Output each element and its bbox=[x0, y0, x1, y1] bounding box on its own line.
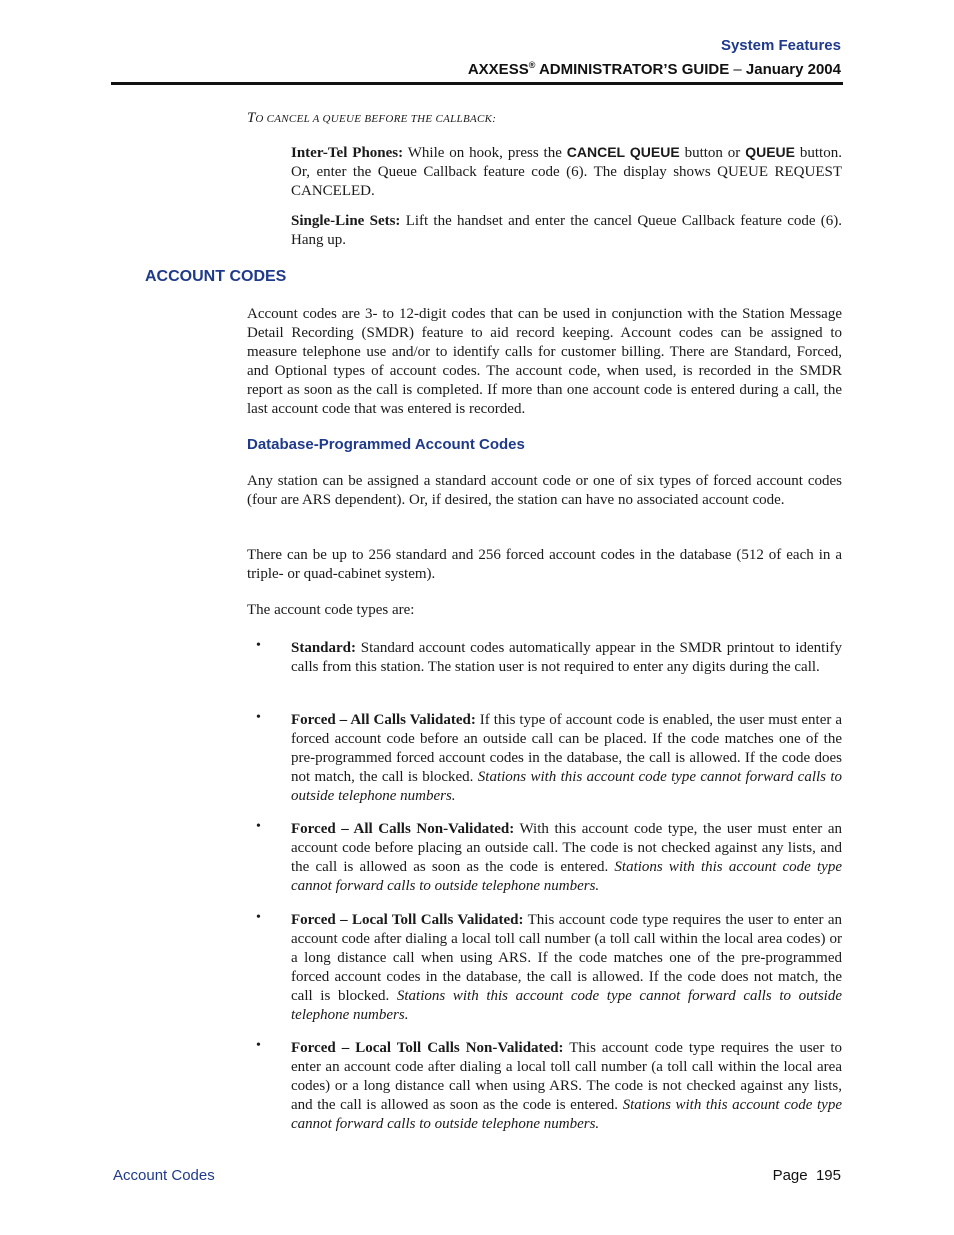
queue-button-name: QUEUE bbox=[745, 144, 795, 160]
guide-date: January 2004 bbox=[741, 61, 841, 78]
header-rule bbox=[111, 82, 843, 85]
list-item-local-toll-validated bbox=[291, 911, 842, 1025]
running-header-section: System Features bbox=[720, 37, 841, 54]
bullet-glyph: • bbox=[256, 638, 261, 653]
registered-mark: ® bbox=[528, 60, 536, 70]
bullet-text: This account code type requires the user to enter an account code after dialing a local toll call number (a toll call within the local area codes) or a long distance call when using ARS. If the code matches one of the pre-programmed forced account codes in the database, the call is allowed. If the code does not match, the call is blocked. bbox=[291, 912, 843, 1004]
paragraph-code-limits: There can be up to 256 standard and 256 forced account codes in the database (512 of each in a triple- or quad-cabinet system). bbox=[247, 547, 842, 582]
procedure-heading bbox=[247, 110, 496, 127]
intertel-text-3: button. Or, enter the Queue Callback feature code (6). The display shows QUEUE REQUEST CANCELED. bbox=[291, 145, 842, 199]
procedure-rest: CANCEL A QUEUE BEFORE THE CALLBACK: bbox=[263, 113, 497, 125]
bullet-note: Stations with this account code type cannot forward calls to outside telephone numbers. bbox=[291, 859, 842, 894]
bullet-glyph: • bbox=[256, 819, 261, 834]
bullet-text: Standard account codes automatically appear in the SMDR printout to identify calls from this station. The station user is not required to enter any digits during the call. bbox=[291, 640, 842, 675]
page-number: 195 bbox=[815, 1167, 841, 1184]
page-label: Page bbox=[772, 1167, 808, 1184]
bullet-text: This account code type requires the user to enter an account code after dialing a local toll call number (a toll call within the local area codes) or a long distance call when using ARS. The code is not checked against any lists, and the call is allowed as soon as the code is entered. bbox=[291, 1040, 842, 1113]
bullet-note: Stations with this account code type cannot forward calls to outside telephone numbers. bbox=[291, 769, 843, 804]
list-item-local-toll-non-validated bbox=[291, 1039, 842, 1134]
procedure-first-letter: T bbox=[247, 110, 256, 126]
list-item-standard bbox=[291, 639, 842, 677]
bullet-glyph: • bbox=[256, 1038, 261, 1053]
list-item-all-calls-non-validated bbox=[291, 820, 842, 896]
list-item-all-calls-validated bbox=[291, 711, 842, 806]
bullet-label: Forced – All Calls Non-Validated: bbox=[291, 821, 515, 837]
cancel-queue-button-name: CANCEL QUEUE bbox=[566, 144, 680, 160]
paragraph-station-assignment: Any station can be assigned a standard account code or one of six types of forced account codes (four are ARS dependent). Or, if desired, the station can have no associated account code. bbox=[247, 473, 842, 508]
single-line-text: Lift the handset and enter the cancel Queue Callback feature code (6). Hang up. bbox=[291, 213, 842, 248]
bullet-text: With this account code type, the user must enter an account code before placing an outside call. The code is not checked against any lists, and the call is allowed as soon as the code is entered. bbox=[291, 821, 842, 875]
subsection-heading: Database-Programmed Account Codes bbox=[247, 436, 525, 453]
bullet-note: Stations with this account code type cannot forward calls to outside telephone numbers. bbox=[291, 988, 842, 1023]
single-line-sets-paragraph bbox=[291, 212, 842, 250]
intertel-phones-paragraph bbox=[291, 143, 842, 201]
guide-product: AXXESS bbox=[467, 61, 529, 78]
running-header-guide-title bbox=[468, 60, 841, 78]
bullet-glyph: • bbox=[256, 710, 261, 725]
guide-dash: – bbox=[733, 61, 742, 78]
bullet-label: Forced – All Calls Validated: bbox=[291, 712, 476, 728]
bullet-glyph: • bbox=[256, 910, 261, 925]
bullet-label: Forced – Local Toll Calls Non-Validated: bbox=[291, 1040, 564, 1056]
section-heading: ACCOUNT CODES bbox=[145, 268, 287, 285]
bullet-label: Standard: bbox=[291, 640, 357, 656]
bullet-label: Forced – Local Toll Calls Validated: bbox=[291, 912, 524, 928]
intertel-text-2: button or bbox=[679, 145, 746, 161]
footer-page-number bbox=[773, 1167, 841, 1184]
paragraph-types-intro: The account code types are: bbox=[247, 602, 415, 618]
bullet-note: Stations with this account code type cannot forward calls to outside telephone numbers. bbox=[291, 1097, 843, 1132]
bullet-text: If this type of account code is enabled, the user must enter a forced account code before an outside call can be placed. If the code matches one of the pre-programmed forced account codes in the database, the call is allowed. If the code does not match, the call is blocked. bbox=[291, 712, 842, 785]
procedure-first-o: O bbox=[255, 113, 264, 125]
single-line-label: Single-Line Sets: bbox=[291, 213, 401, 229]
intro-paragraph: Account codes are 3- to 12-digit codes that can be used in conjunction with the Station Message Detail Recording (SMDR) feature to aid record keeping. Account codes can be assigned to measure telephone use and/or to identify calls for customer billing. There are Standard, Forced, and Optional types of account codes. The account code, when used, is recorded in the SMDR report as soon as the call is completed. If more than one account code is entered during a call, the last account code that was entered is recorded. bbox=[247, 306, 842, 417]
intertel-label: Inter-Tel Phones: bbox=[291, 145, 404, 161]
guide-title: ADMINISTRATOR’S GUIDE bbox=[535, 61, 734, 78]
footer-section-name: Account Codes bbox=[113, 1167, 215, 1184]
intertel-text-1: While on hook, press the bbox=[403, 145, 567, 161]
